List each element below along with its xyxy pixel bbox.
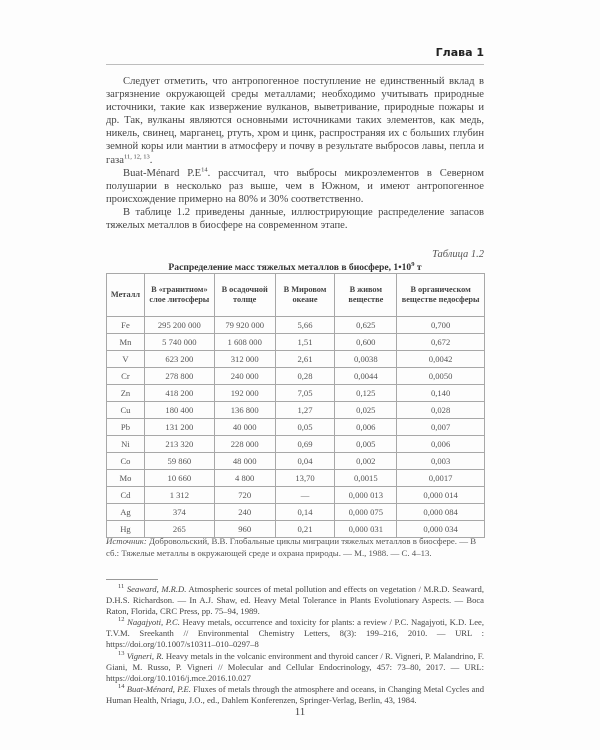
value-cell: 4 800 bbox=[214, 470, 275, 487]
value-cell: 0,625 bbox=[335, 317, 397, 334]
metal-cell: Mn bbox=[107, 334, 145, 351]
value-cell: 374 bbox=[144, 504, 214, 521]
value-cell: 0,0044 bbox=[335, 368, 397, 385]
value-cell: 0,04 bbox=[275, 453, 335, 470]
metal-cell: Cu bbox=[107, 402, 145, 419]
value-cell: 1 608 000 bbox=[214, 334, 275, 351]
metal-cell: Cr bbox=[107, 368, 145, 385]
value-cell: 0,000 013 bbox=[335, 487, 397, 504]
value-cell: 136 800 bbox=[214, 402, 275, 419]
value-cell: 0,000 014 bbox=[397, 487, 485, 504]
value-cell: 7,05 bbox=[275, 385, 335, 402]
metal-cell: Co bbox=[107, 453, 145, 470]
table-label: Таблица 1.2 bbox=[432, 249, 484, 260]
value-cell: 418 200 bbox=[144, 385, 214, 402]
footnote-13: $^{13}$ Vigneri, R. Heavy metals in the volcanic environment and thyroid cancer / R. Vigneri, P. Malandrino, F. Giani, M. Russo, P. Vigneri // Molecular and Cellular Endocrinology, 457: 73–80, 2017. — URL: https://doi.org/10.1016/j.mce.2016.10.027 bbox=[106, 649, 484, 683]
value-cell: 0,0050 bbox=[397, 368, 485, 385]
table-header-row bbox=[107, 274, 485, 317]
footnote-11: $^{11}$ Seaward, M.R.D. Atmospheric sources of metal pollution and effects on vegetation / M.R.D. Seaward, D.H.S. Richardson. — In A.J. Shaw, ed. Heavy Metal Tolerance in Plants Evolutionary Aspects. — Boca Raton, Florida, CRC Press, pp. 75–94, 1989. bbox=[106, 583, 484, 617]
page-number: 11 bbox=[294, 706, 306, 718]
value-cell: 10 660 bbox=[144, 470, 214, 487]
value-cell: 0,028 bbox=[397, 402, 485, 419]
table-row bbox=[107, 419, 485, 436]
column-header: В органическом веществе педосферы bbox=[397, 274, 485, 317]
column-header: В «гранитном» слое литосферы bbox=[144, 274, 214, 317]
main-text bbox=[106, 75, 484, 232]
value-cell: 0,700 bbox=[397, 317, 485, 334]
value-cell: 0,003 bbox=[397, 453, 485, 470]
metal-cell: Cd bbox=[107, 487, 145, 504]
metals-table bbox=[106, 273, 485, 538]
value-cell: 59 860 bbox=[144, 453, 214, 470]
value-cell: 48 000 bbox=[214, 453, 275, 470]
value-cell: 228 000 bbox=[214, 436, 275, 453]
metal-cell: Pb bbox=[107, 419, 145, 436]
value-cell: 0,005 bbox=[335, 436, 397, 453]
value-cell: 278 800 bbox=[144, 368, 214, 385]
value-cell: 0,006 bbox=[397, 436, 485, 453]
table-row bbox=[107, 436, 485, 453]
value-cell: 0,007 bbox=[397, 419, 485, 436]
running-header bbox=[106, 44, 484, 65]
metal-cell: Mo bbox=[107, 470, 145, 487]
value-cell: 0,05 bbox=[275, 419, 335, 436]
value-cell: 1,51 bbox=[275, 334, 335, 351]
value-cell: 2,61 bbox=[275, 351, 335, 368]
value-cell: 1 312 bbox=[144, 487, 214, 504]
column-header: В Мировом океане bbox=[275, 274, 335, 317]
paragraph-1: Следует отметить, что антропогенное поступление не единственный вклад в загрязнение окружающей среды металлами; необходимо учитывать природные источники, такие как извержение вулканов, выветривание, природные пожары и др. Так, вулканы являются основными источниками таких элементов, как медь, никель, свинец, марганец, ртуть, хром и цинк, распространяя их с больших глубин земной коры или мантии в атмосферу и почву в результате выбросов лавы, пепла и газа$^{11, 12, 13}$. bbox=[106, 76, 484, 166]
table-row bbox=[107, 402, 485, 419]
value-cell: 720 bbox=[214, 487, 275, 504]
column-header: В осадочной толще bbox=[214, 274, 275, 317]
paragraph-3: В таблице 1.2 приведены данные, иллюстрирующие распределение запасов тяжелых металлов в биосфере на современном этапе. bbox=[106, 206, 484, 232]
column-header: В живом веществе bbox=[335, 274, 397, 317]
value-cell: 295 200 000 bbox=[144, 317, 214, 334]
value-cell: 0,600 bbox=[335, 334, 397, 351]
footnotes bbox=[106, 584, 484, 706]
value-cell: 0,125 bbox=[335, 385, 397, 402]
value-cell: 0,0017 bbox=[397, 470, 485, 487]
value-cell: 0,0015 bbox=[335, 470, 397, 487]
table-row bbox=[107, 351, 485, 368]
value-cell: 0,672 bbox=[397, 334, 485, 351]
value-cell: 240 000 bbox=[214, 368, 275, 385]
metal-cell: Ni bbox=[107, 436, 145, 453]
value-cell: 0,0042 bbox=[397, 351, 485, 368]
metal-cell: Hg bbox=[107, 521, 145, 538]
value-cell: 180 400 bbox=[144, 402, 214, 419]
value-cell: 79 920 000 bbox=[214, 317, 275, 334]
value-cell: 0,21 bbox=[275, 521, 335, 538]
footnote-divider bbox=[106, 579, 158, 580]
value-cell: 0,002 bbox=[335, 453, 397, 470]
footnote-ref[interactable]: 14 bbox=[201, 166, 208, 174]
table-row bbox=[107, 470, 485, 487]
value-cell: 0,140 bbox=[397, 385, 485, 402]
value-cell: 0,025 bbox=[335, 402, 397, 419]
value-cell: — bbox=[275, 487, 335, 504]
value-cell: 0,000 084 bbox=[397, 504, 485, 521]
value-cell: 0,000 075 bbox=[335, 504, 397, 521]
value-cell: 5,66 bbox=[275, 317, 335, 334]
value-cell: 0,000 031 bbox=[335, 521, 397, 538]
value-cell: 623 200 bbox=[144, 351, 214, 368]
footnote-12: $^{12}$ Nagajyoti, P.C. Heavy metals, occurrence and toxicity for plants: a review / P.C. Nagajyoti, K.D. Lee, T.V.M. Sreekanth // Environmental Chemistry Letters, 8(3): 199–216, 2010. — URL : https://doi.org/10.1007/s10311–010–0297–8 bbox=[106, 616, 484, 650]
metal-cell: V bbox=[107, 351, 145, 368]
value-cell: 0,000 034 bbox=[397, 521, 485, 538]
value-cell: 213 320 bbox=[144, 436, 214, 453]
value-cell: 0,006 bbox=[335, 419, 397, 436]
value-cell: 0,0038 bbox=[335, 351, 397, 368]
table-row bbox=[107, 521, 485, 538]
footnote-ref[interactable]: 11, 12, 13 bbox=[123, 153, 150, 161]
table-row bbox=[107, 368, 485, 385]
value-cell: 40 000 bbox=[214, 419, 275, 436]
value-cell: 0,14 bbox=[275, 504, 335, 521]
metal-cell: Fe bbox=[107, 317, 145, 334]
table-row bbox=[107, 317, 485, 334]
table-row bbox=[107, 504, 485, 521]
value-cell: 13,70 bbox=[275, 470, 335, 487]
table-source: Источник: Добровольский, В.В. Глобальные циклы миграции тяжелых металлов в биосфере. — В сб.: Тяжелые металлы в окружающей среде и охрана природы. — М., 1988. — С. 4–13. bbox=[106, 536, 477, 558]
value-cell: 0,28 bbox=[275, 368, 335, 385]
table-row bbox=[107, 334, 485, 351]
value-cell: 131 200 bbox=[144, 419, 214, 436]
table-title: Распределение масс тяжелых металлов в биосфере, $1•10^9$ т bbox=[168, 260, 422, 273]
paragraph-2: Buat-Ménard $P.E^{14}$. рассчитал, что выбросы микроэлементов в Северном полушарии в несколько раз выше, чем в Южном, и имеют антропогенное происхождение примерно на 80% и 30% соответственно. bbox=[106, 166, 485, 205]
value-cell: 265 bbox=[144, 521, 214, 538]
chapter-title: Глава 1 bbox=[435, 46, 484, 59]
value-cell: 0,69 bbox=[275, 436, 335, 453]
metal-cell: Zn bbox=[107, 385, 145, 402]
value-cell: 5 740 000 bbox=[144, 334, 214, 351]
metal-cell: Ag bbox=[107, 504, 145, 521]
value-cell: 192 000 bbox=[214, 385, 275, 402]
footnote-14: $^{14}$ Buat-Ménard, P.E. Fluxes of metals through the atmosphere and oceans, in Changing Metal Cycles and Human Health, Nriagu, J.O., ed., Dahlem Konferenzen, Springer-Verlag, Berlin, 43, 1984. bbox=[106, 682, 484, 705]
table-row bbox=[107, 385, 485, 402]
column-header: Металл bbox=[107, 274, 145, 317]
value-cell: 960 bbox=[214, 521, 275, 538]
table-row bbox=[107, 487, 485, 504]
table-row bbox=[107, 453, 485, 470]
value-cell: 240 bbox=[214, 504, 275, 521]
value-cell: 312 000 bbox=[214, 351, 275, 368]
value-cell: 1,27 bbox=[275, 402, 335, 419]
